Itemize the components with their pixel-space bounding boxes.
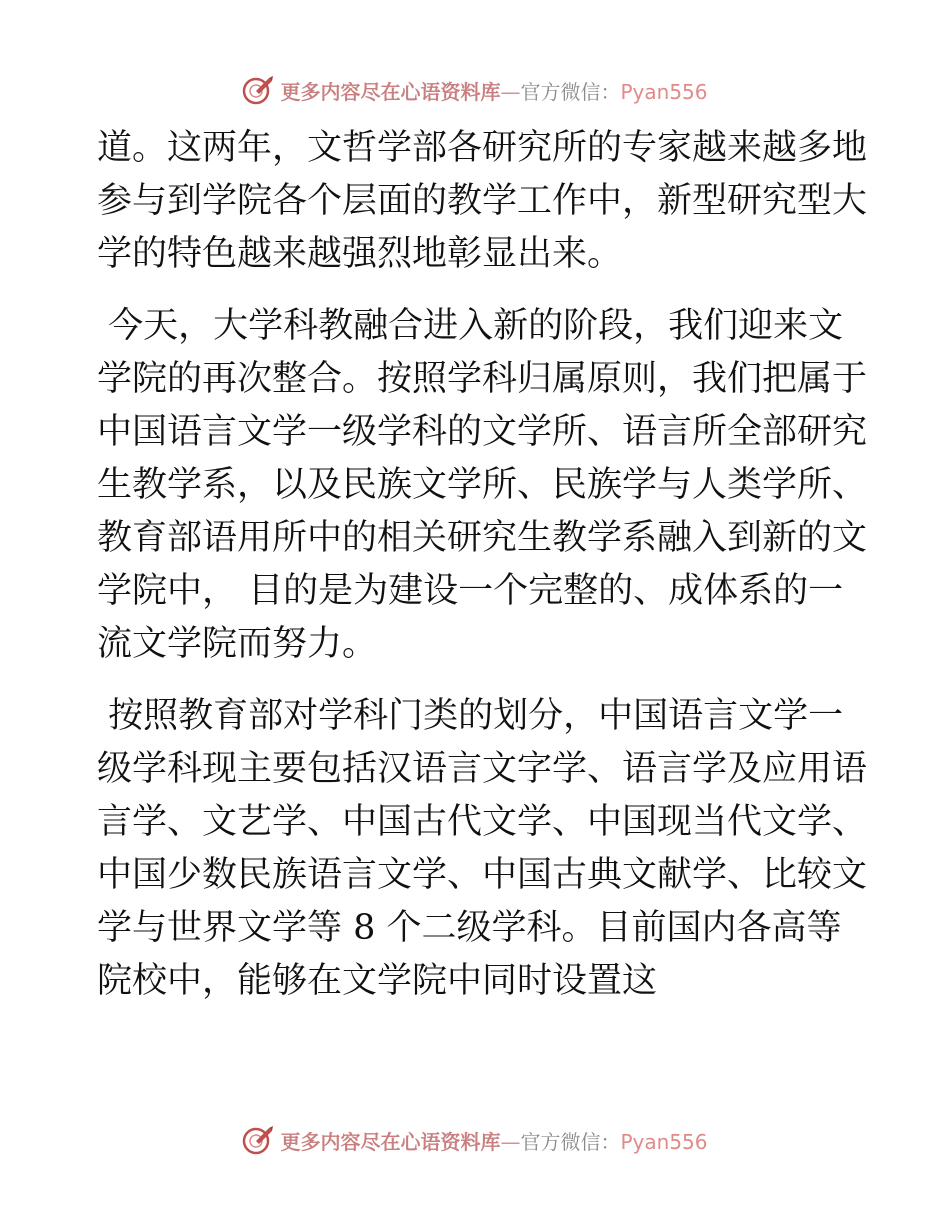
pen-nib-logo-icon	[242, 74, 274, 106]
text-line: 生教学系，以及民族文学所、民族学与人类学所、	[97, 465, 868, 505]
text-line: 参与到学院各个层面的教学工作中，新型研究型大	[97, 181, 868, 221]
text-line: 流文学院而努力。	[97, 624, 378, 664]
text-line: 按照教育部对学科门类的划分，中国语言文学一	[97, 696, 844, 736]
banner-title: 更多内容尽在心语资料库	[280, 1129, 501, 1154]
banner-title: 更多内容尽在心语资料库	[280, 79, 501, 104]
text-line: 学院的再次整合。按照学科归属原则，我们把属于	[97, 359, 868, 399]
text-line: 言学、文艺学、中国古代文学、中国现当代文学、	[97, 802, 868, 842]
text-line: 道。这两年，文哲学部各研究所的专家越来越多地	[97, 128, 868, 168]
banner-separator: —	[500, 1129, 521, 1154]
banner-label: 官方微信：	[520, 79, 621, 104]
text-line: 学院中， 目的是为建设一个完整的、成体系的一	[97, 571, 844, 611]
banner-separator: —	[500, 79, 521, 104]
document-body	[97, 122, 867, 1008]
text-line: 学与世界文学等 8 个二级学科。目前国内各高等	[97, 908, 842, 948]
text-line: 中国少数民族语言文学、中国古典文献学、比较文	[97, 855, 868, 895]
text-line: 中国语言文学一级学科的文学所、语言所全部研究	[97, 412, 868, 452]
text-line: 院校中，能够在文学院中同时设置这	[97, 961, 658, 1001]
paragraph-2	[97, 300, 867, 671]
banner-label: 官方微信：	[520, 1129, 621, 1154]
text-line: 学的特色越来越强烈地彰显出来。	[97, 234, 623, 274]
text-line: 今天，大学科教融合进入新的阶段，我们迎来文	[97, 306, 844, 346]
footer-banner	[0, 1120, 950, 1160]
paragraph-1	[97, 122, 867, 281]
banner-wechat-id: Pyan556	[620, 1129, 708, 1154]
banner-wechat-id: Pyan556	[620, 79, 708, 104]
pen-nib-logo-icon	[242, 1124, 274, 1156]
text-line: 级学科现主要包括汉语言文字学、语言学及应用语	[97, 749, 868, 789]
text-line: 教育部语用所中的相关研究生教学系融入到新的文	[97, 518, 868, 558]
header-banner	[0, 70, 950, 110]
paragraph-3	[97, 690, 867, 1008]
